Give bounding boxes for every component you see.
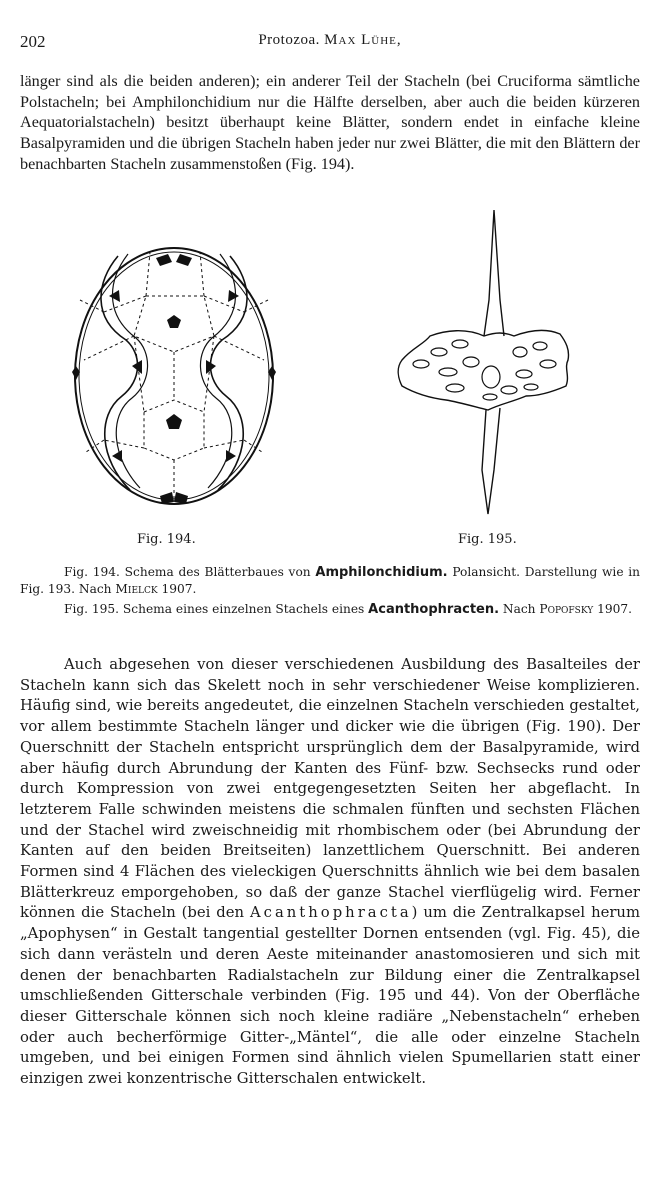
fig194-drawing <box>75 248 273 504</box>
page-header <box>20 32 640 54</box>
fig194-spine-base <box>112 450 122 462</box>
caption-fig195-year: 1907. <box>597 602 633 616</box>
main-paragraph <box>20 655 640 1090</box>
page-number: 202 <box>20 32 46 51</box>
caption-fig195 <box>20 601 640 618</box>
figure-illustrations <box>0 205 660 535</box>
figures-area <box>0 205 660 535</box>
intro-paragraph: länger sind als die beiden anderen); ein anderer Teil der Stacheln (bei Cruciforma sämtliche Polstacheln; bei Amphilonchidium nur die Hälfte derselben, aber auch die beiden kürzeren Aequatorialstacheln) besitzt überhaupt keine Blätter, sondern endet in einfache kleine Basalpyramiden und die übrigen Stacheln haben jeder nur zwei Blätter, die mit den Blättern der benachbarten Stacheln zusammenstoßen (Fig. 194). <box>20 72 640 173</box>
fig194-spine-base <box>166 414 182 429</box>
caption-fig194-text: Schema des Blätterbaues von <box>124 565 311 579</box>
caption-fig195-number: Fig. 195. <box>64 602 120 616</box>
fig195-drawing <box>398 210 568 514</box>
caption-fig194-year: 1907. <box>161 582 197 596</box>
main-paragraph-part-2: ) um die Zentralkapsel herum „Apophysen“ in Gestalt tangential gestellter Dornen entsenden (vgl. Fig. 45), die sich dann verästeln und deren Aeste miteinander anastomosieren und sich mit denen der benachbarten Radialstacheln zur Bildung einer die Zentralkapsel umschließenden Gitterschale verbinden (Fig. 195 und 44). Von der Oberfläche dieser Gitterschale können sich noch kleine radiäre „Nebenstacheln“ erheben oder auch becherförmige Gitter-„Mäntel“, die alle oder einzelne Stacheln umgeben, und bei einigen Formen sind ähnlich vielen Spumellarien statt einer einzigen zwei konzentrische Gitterschalen entwickelt. <box>20 904 640 1088</box>
fig194-spine-base <box>176 254 192 266</box>
caption-fig195-text: Schema eines einzelnen Stachels eines <box>122 602 365 616</box>
fig194-spine-base <box>228 290 239 302</box>
fig194-spine-base <box>226 450 236 462</box>
main-paragraph-part-1: Auch abgesehen von dieser verschiedenen Ausbildung des Basalteiles der Stacheln kann sich das Skelett noch in sehr verschiedener Weise komplizieren. Häufig sind, wie bereits angedeutet, die einzelnen Stacheln verschieden gestaltet, vor allem bestimmte Stacheln länger und dicker wie die übrigen (Fig. 190). Der Querschnitt der Stacheln entspricht ursprünglich dem der Basalpyramide, wird aber häufig durch Abrundung der Kanten des Fünf- bzw. Sechsecks rund oder durch Kompression von zwei entgegengesetzten Seiten her abgeflacht. In letzterem Falle schwinden meistens die schmalen fünften und sechsten Flächen und der Stachel wird zweischneidig mit rhombischem oder (bei Abrundung der Kanten auf den beiden Breitseiten) lanzettlichem Querschnitt. Bei anderen Formen sind 4 Flächen des vieleckigen Querschnitts ähnlich wie bei dem basalen Blätterkreuz emporgehoben, so daß der ganze Stachel vierflügelig wird. Ferner können die Stacheln (bei den <box>20 656 640 922</box>
fig194-spine-base <box>156 254 172 266</box>
caption-fig194 <box>20 564 640 598</box>
fig194-spine-base <box>174 492 188 504</box>
caption-fig194-author: Mielck <box>115 582 158 596</box>
caption-fig194-text-2: Polansicht. Darstellung wie in Fig. 193. Nach <box>20 565 641 596</box>
caption-fig194-genus: Amphilonchidium. <box>315 565 448 580</box>
caption-fig195-author: Popofsky <box>539 602 594 616</box>
caption-fig195-group: Acanthophracten. <box>368 602 500 617</box>
fig194-label: Fig. 194. <box>137 532 196 547</box>
main-paragraph-taxon: Acanthophracta <box>249 904 412 922</box>
fig195-upper-spine <box>484 210 504 336</box>
fig195-label: Fig. 195. <box>458 532 517 547</box>
fig194-spine-base <box>167 315 181 328</box>
figure-captions <box>20 564 640 621</box>
running-head <box>20 32 640 49</box>
fig194-spine-base <box>160 492 174 504</box>
caption-fig194-number: Fig. 194. <box>64 565 120 579</box>
caption-fig195-text-2: Nach <box>502 602 536 616</box>
running-head-title: Protozoa. <box>258 32 320 48</box>
fig194-spine-base <box>109 290 120 302</box>
fig195-lower-spine <box>482 408 500 514</box>
running-head-author: Max Lühe, <box>324 32 402 48</box>
fig194-dashed-network <box>80 252 268 500</box>
fig195-lattice-holes <box>413 340 556 400</box>
